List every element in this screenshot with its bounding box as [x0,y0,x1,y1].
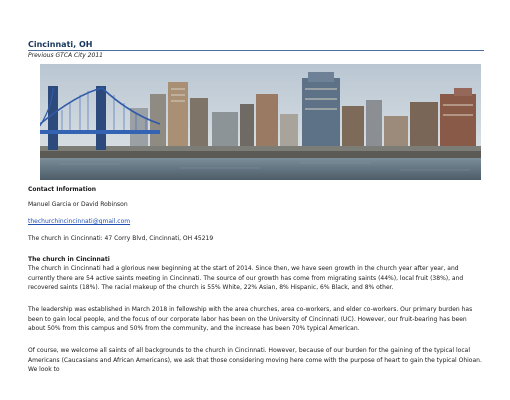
church-paragraph-2: The leadership was established in March 2018 in fellowship with the area churches, area co-workers, and elder co-workers. Our primary burden has been to gain local people, and the focus of our corporate labor has been on the University of Cincinnati (UC). However, our fruit-bearing has been about 50% from this campus and 50% from the community, and the increase has been 70% typical American. [28,306,473,333]
title-rule [28,50,484,51]
page-title: Cincinnati, OH [28,40,93,49]
contact-names: Manuel Garcia or David Robinson [28,201,128,208]
skyline-image [40,64,481,180]
cincinnati-skyline-photo [40,64,481,180]
contact-heading: Contact Information [28,186,97,193]
church-paragraph-1: The church in Cincinnati had a glorious new beginning at the start of 2014. Since then, we have seen growth in the church year after year, and currently there are 54 active saints meeting in Cincinnati. The source of our growth has come from migrating saints (44%), local fruit (38%), and recovered saints (18%). The racial makeup of the church is 55% White, 22% Asian, 8% Hispanic, 6% Black, and 8% other. [28,265,464,292]
page-subtitle: Previous GTCA City 2011 [28,52,103,59]
contact-email-link[interactable]: thechurchincincinnati@gmail.com [28,218,131,225]
church-address: The church in Cincinnati: 47 Corry Blvd, Cincinnati, OH 45219 [28,235,214,242]
church-paragraph-3: Of course, we welcome all saints of all backgrounds to the church in Cincinnati. However, because of our burden for the gaining of the typical local Americans (Caucasians and African Americans), we ask that those considering moving here come with the purpose of heart to gain the typical Ohioan. We look to [28,347,482,374]
church-heading: The church in Cincinnati [28,256,110,263]
